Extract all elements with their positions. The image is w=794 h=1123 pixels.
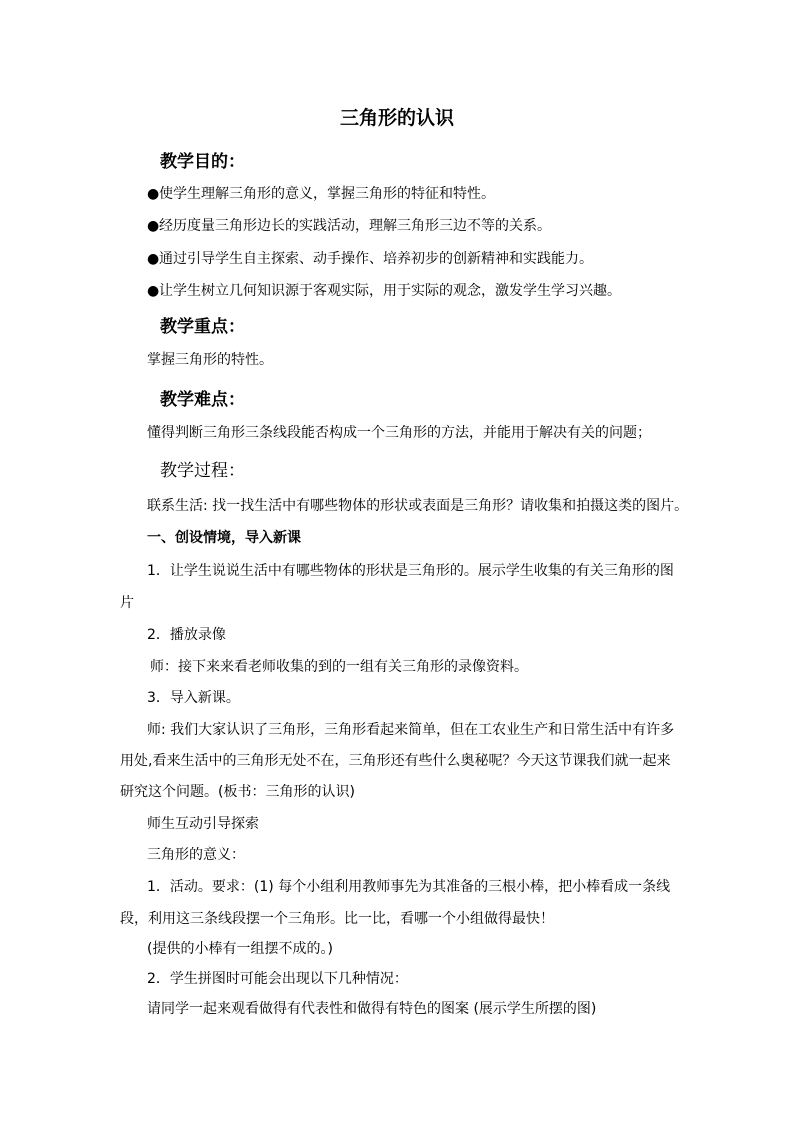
focus-heading: 教学重点：	[160, 317, 245, 337]
paragraph-line: 研究这个问题。(板书：三角形的认识)	[120, 784, 355, 800]
section-heading: 一、创设情境，导入新课	[147, 530, 301, 546]
focus-text: 掌握三角形的特性。	[147, 352, 273, 368]
paragraph-line: (提供的小棒有一组摆不成的。)	[147, 941, 333, 957]
objective-item	[147, 249, 593, 269]
bullet-icon: ●	[147, 251, 160, 267]
paragraph-line: 2．播放录像	[147, 627, 226, 643]
paragraph-line: 用处,看来生活中的三角形无处不在，三角形还有些什么奥秘呢？今天这节课我们就一起来	[120, 753, 671, 769]
paragraph-line: 三角形的意义：	[147, 847, 245, 863]
process-intro: 联系生活: 找一找生活中有哪些物体的形状或表面是三角形？请收集和拍摄这类的图片。	[147, 498, 689, 514]
paragraph-line: 1．让学生说说生活中有哪些物体的形状是三角形的。展示学生收集的有关三角形的图	[147, 563, 674, 579]
difficulty-heading: 教学难点：	[160, 390, 245, 410]
paragraph-line: 段，利用这三条线段摆一个三角形。比一比，看哪一个小组做得最快！	[120, 911, 554, 927]
objective-item	[147, 281, 621, 301]
paragraph-line: 师：接下来来看老师收集的到的一组有关三角形的录像资料。	[150, 659, 528, 675]
document-title: 三角形的认识	[339, 107, 454, 129]
paragraph-line: 师: 我们大家认识了三角形，三角形看起来简单，但在工农业生产和日常生活中有许多	[147, 722, 675, 738]
objective-item	[147, 216, 551, 236]
difficulty-text: 懂得判断三角形三条线段能否构成一个三角形的方法，并能用于解决有关的问题；	[147, 425, 651, 441]
paragraph-line: 3．导入新课。	[147, 690, 240, 706]
paragraph-line: 片	[120, 595, 134, 611]
objective-item	[147, 184, 495, 204]
objective-text: 让学生树立几何知识源于客观实际，用于实际的观念，激发学生学习兴趣。	[159, 283, 621, 299]
objective-text: 经历度量三角形边长的实践活动，理解三角形三边不等的关系。	[159, 218, 551, 234]
objectives-heading: 教学目的：	[160, 152, 245, 172]
bullet-icon: ●	[147, 218, 160, 234]
objective-text: 使学生理解三角形的意义，掌握三角形的特征和特性。	[159, 186, 495, 202]
paragraph-line: 1．活动。要求：(1) 每个小组利用教师事先为其准备的三根小棒，把小棒看成一条线	[147, 879, 671, 895]
bullet-icon: ●	[147, 186, 160, 202]
paragraph-line: 师生互动引导探索	[147, 816, 259, 832]
objective-text: 通过引导学生自主探索、动手操作、培养初步的创新精神和实践能力。	[159, 251, 593, 267]
bullet-icon: ●	[147, 283, 160, 299]
paragraph-line: 2．学生拼图时可能会出现以下几种情况：	[147, 971, 408, 987]
paragraph-line: 请同学一起来观看做得有代表性和做得有特色的图案 (展示学生所摆的图)	[147, 1001, 597, 1017]
process-heading: 教学过程：	[160, 461, 245, 481]
